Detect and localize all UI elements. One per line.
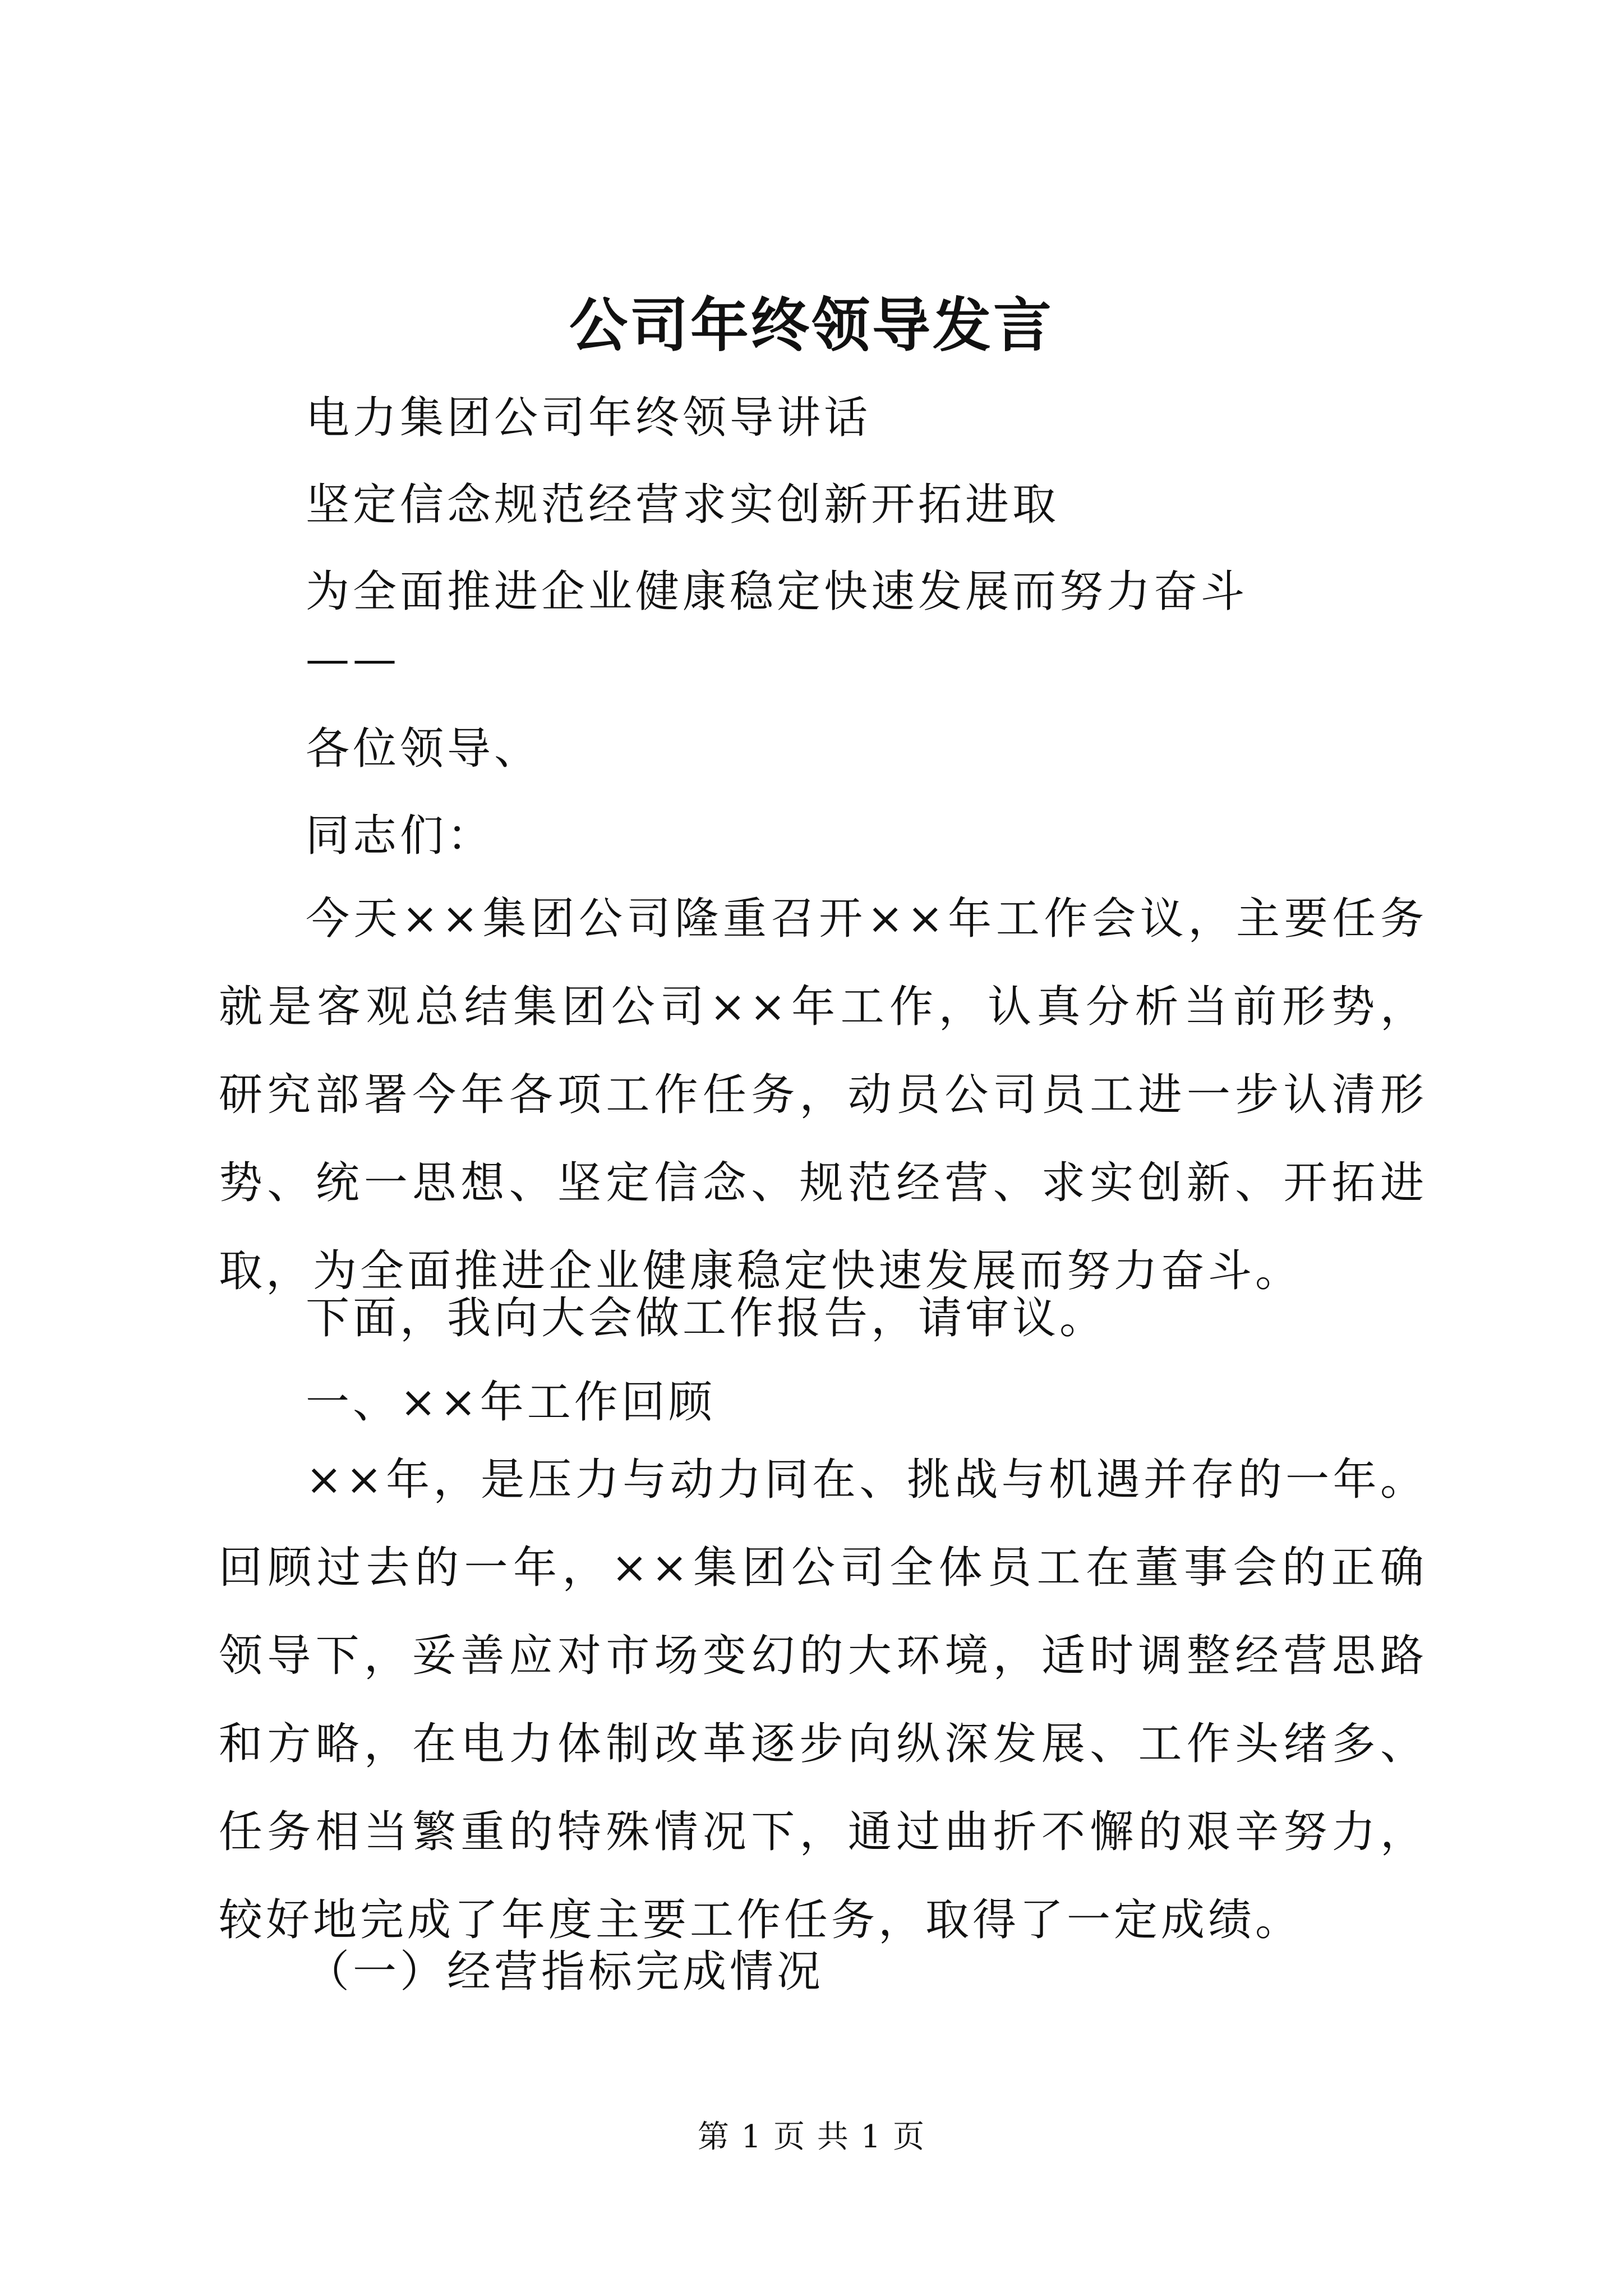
salutation-line: 各位领导、 — [306, 724, 542, 774]
salutation-line: 同志们： — [306, 811, 495, 861]
document-title: 公司年终领导发言 — [569, 291, 1054, 360]
subsection-heading: （一）经营指标完成情况 — [306, 1947, 824, 1997]
subtitle-line: 电力集团公司年终领导讲话 — [306, 393, 872, 443]
body-paragraph: 今天××集团公司隆重召开××年工作会议，主要任务就是客观总结集团公司××年工作，认真分析当前形势，研究部署今年各项工作任务，动员公司员工进一步认清形势、统一思想、坚定信念、规范经营、求实创新、开拓进取，为全面推进企业健康稳定快速发展而努力奋斗。 — [219, 894, 1427, 1296]
section-heading: 一、××年工作回顾 — [306, 1377, 716, 1428]
body-paragraph: ××年，是压力与动力同在、挑战与机遇并存的一年。回顾过去的一年，××集团公司全体员工在董事会的正确领导下，妥善应对市场变幻的大环境，适时调整经营思路和方略，在电力体制改革逐步向纵深发展、工作头绪多、任务相当繁重的特殊情况下，通过曲折不懈的艰辛努力，较好地完成了年度主要工作任务，取得了一定成绩。 — [219, 1455, 1427, 1945]
subtitle-line: 坚定信念规范经营求实创新开拓进取 — [306, 480, 1060, 530]
page-footer: 第 1 页 共 1 页 — [697, 2119, 926, 2155]
body-paragraph: 下面，我向大会做工作报告，请审议。 — [306, 1293, 1107, 1343]
dash-line: —— — [306, 634, 400, 684]
subtitle-line: 为全面推进企业健康稳定快速发展而努力奋斗 — [306, 567, 1248, 617]
